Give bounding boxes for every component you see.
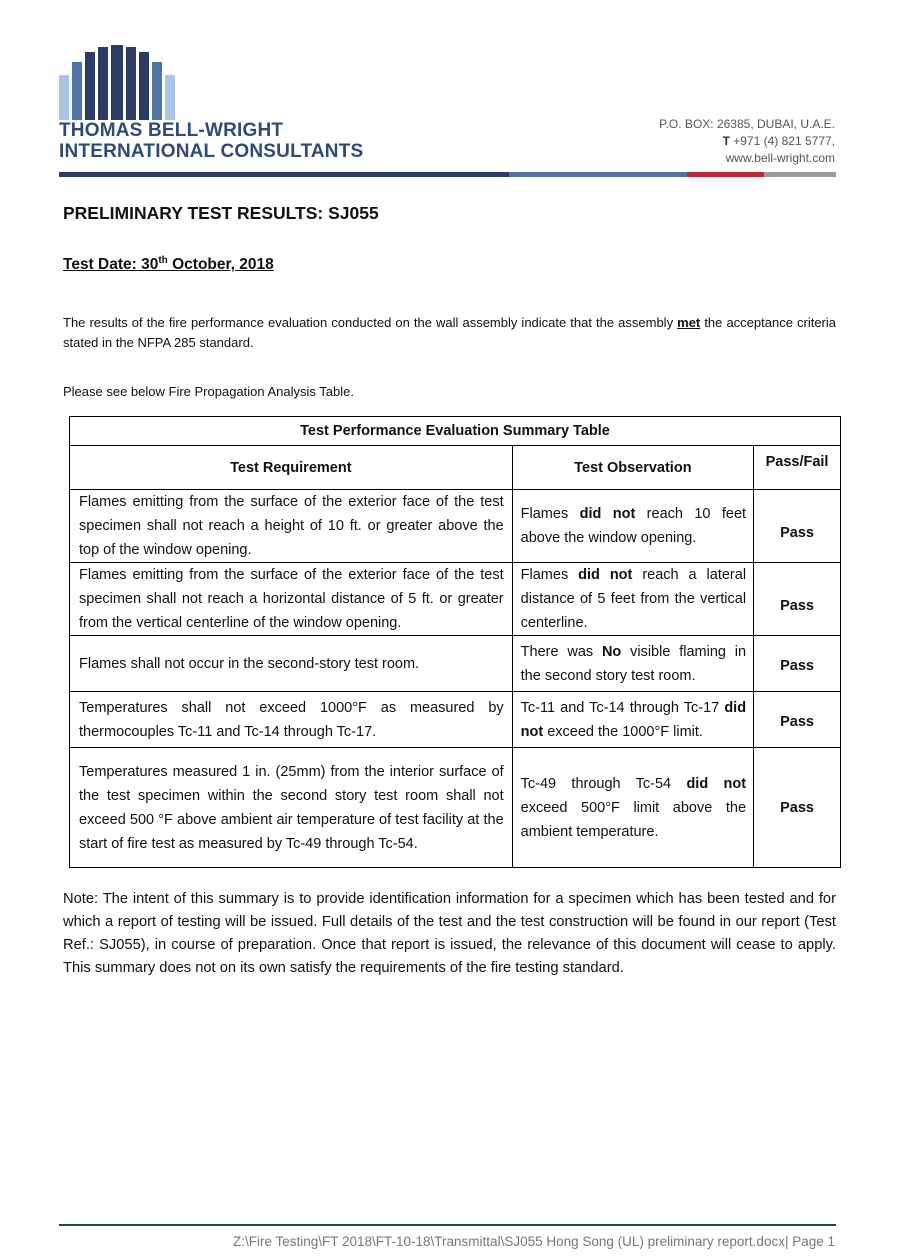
observation-text: There was bbox=[520, 643, 602, 660]
table-row bbox=[70, 563, 841, 636]
intro-before: The results of the fire performance evaluation conducted on the wall assembly indicate that the assembly bbox=[63, 315, 678, 330]
intro-emphasis: met bbox=[677, 315, 701, 330]
footer-path: Z:\Fire Testing\FT 2018\FT-10-18\Transmittal\SJ055 Hong Song (UL) preliminary report.docx| Page 1 bbox=[232, 1234, 835, 1249]
observation-text: visible flaming in the second story test room. bbox=[520, 643, 747, 684]
company-name-line1: THOMAS BELL-WRIGHT bbox=[59, 120, 284, 141]
website: www.bell-wright.com bbox=[725, 151, 835, 165]
observation-text: Flames bbox=[520, 506, 580, 522]
header-divider bbox=[59, 172, 836, 177]
table-reference-text: Please see below Fire Propagation Analysis Table. bbox=[63, 384, 354, 399]
result-cell: Pass bbox=[754, 636, 841, 692]
requirement-cell: Flames emitting from the surface of the exterior face of the test specimen shall not reach a height of 10 ft. or greater above the top of the window opening. bbox=[70, 490, 513, 563]
intro-after: the acceptance criteria stated in the NFPA 285 standard. bbox=[63, 315, 837, 350]
requirement-cell: Temperatures shall not exceed 1000°F as measured by thermocouples Tc-11 and Tc-14 through Tc-17. bbox=[70, 692, 513, 748]
intro-paragraph bbox=[63, 313, 836, 353]
header-requirement: Test Requirement bbox=[70, 446, 513, 490]
table-header-row bbox=[70, 446, 841, 490]
contact-block bbox=[659, 116, 835, 167]
table-row bbox=[70, 636, 841, 692]
table-caption: Test Performance Evaluation Summary Table bbox=[70, 417, 841, 446]
table-row bbox=[70, 490, 841, 563]
company-name bbox=[59, 120, 363, 162]
divider-segment-gray bbox=[764, 172, 836, 177]
observation-cell bbox=[512, 748, 753, 868]
divider-segment-red bbox=[687, 172, 764, 177]
observation-emphasis: No bbox=[601, 643, 622, 660]
observation-cell bbox=[512, 490, 753, 563]
requirement-cell: Flames shall not occur in the second-story test room. bbox=[70, 636, 513, 692]
test-date-prefix: Test Date: 30 bbox=[63, 256, 159, 274]
test-date-ordinal: th bbox=[158, 255, 168, 266]
address: P.O. BOX: 26385, DUBAI, U.A.E. bbox=[659, 117, 835, 131]
observation-emphasis: did not bbox=[579, 506, 636, 522]
observation-cell bbox=[512, 692, 753, 748]
result-cell: Pass bbox=[754, 692, 841, 748]
divider-segment-dark bbox=[59, 172, 509, 177]
test-date-suffix: October, 2018 bbox=[167, 256, 274, 274]
observation-text: reach a lateral distance of 5 feet from the vertical centerline. bbox=[520, 567, 747, 631]
observation-text: reach 10 feet above the window opening. bbox=[520, 506, 747, 546]
observation-emphasis: did not bbox=[578, 567, 633, 583]
result-cell: Pass bbox=[754, 748, 841, 868]
observation-text: Tc-49 through Tc-54 bbox=[520, 775, 687, 792]
result-cell: Pass bbox=[754, 563, 841, 636]
note-paragraph: Note: The intent of this summary is to provide identification information for a specimen which has been tested and for which a report of testing will be issued. Full details of the test and the test construction will be found in our report (Test Ref.: SJ055), in course of preparation. Once that report is issued, the relevance of this document will cease to apply. This summary does not on its own satisfy the requirements of the fire testing standard. bbox=[63, 891, 836, 976]
observation-text: Flames bbox=[520, 567, 579, 583]
observation-emphasis: did not bbox=[520, 699, 747, 740]
summary-table bbox=[69, 416, 841, 868]
table-row bbox=[70, 748, 841, 868]
test-date bbox=[63, 255, 274, 274]
requirement-cell: Temperatures measured 1 in. (25mm) from the interior surface of the test specimen within the second story test room shall not exceed 500 °F above ambient air temperature of test facility at the start of fire test as measured by Tc-49 through Tc-54. bbox=[70, 748, 513, 868]
observation-text: exceed 500°F limit above the ambient temperature. bbox=[520, 799, 747, 840]
requirement-cell: Flames emitting from the surface of the exterior face of the test specimen shall not reach a horizontal distance of 5 ft. or greater from the vertical centerline of the window opening. bbox=[70, 563, 513, 636]
observation-cell bbox=[512, 563, 753, 636]
divider-segment-mid bbox=[509, 172, 687, 177]
observation-text: Tc-11 and Tc-14 through Tc-17 bbox=[520, 699, 725, 716]
observation-cell bbox=[512, 636, 753, 692]
phone-line bbox=[659, 133, 835, 150]
table-row bbox=[70, 692, 841, 748]
observation-text: exceed the 1000°F limit. bbox=[543, 723, 703, 740]
phone-prefix: T bbox=[722, 134, 730, 148]
header-pass-fail: Pass/Fail bbox=[754, 446, 841, 490]
header-observation: Test Observation bbox=[512, 446, 753, 490]
page-title: PRELIMINARY TEST RESULTS: SJ055 bbox=[63, 203, 379, 223]
result-cell: Pass bbox=[754, 490, 841, 563]
footer-divider bbox=[59, 1224, 836, 1226]
company-name-line2: INTERNATIONAL CONSULTANTS bbox=[59, 141, 364, 162]
logo-bars-graphic bbox=[59, 45, 189, 120]
table-caption-row bbox=[70, 417, 841, 446]
observation-emphasis: did not bbox=[686, 775, 747, 792]
phone: +971 (4) 821 5777, bbox=[733, 134, 835, 148]
